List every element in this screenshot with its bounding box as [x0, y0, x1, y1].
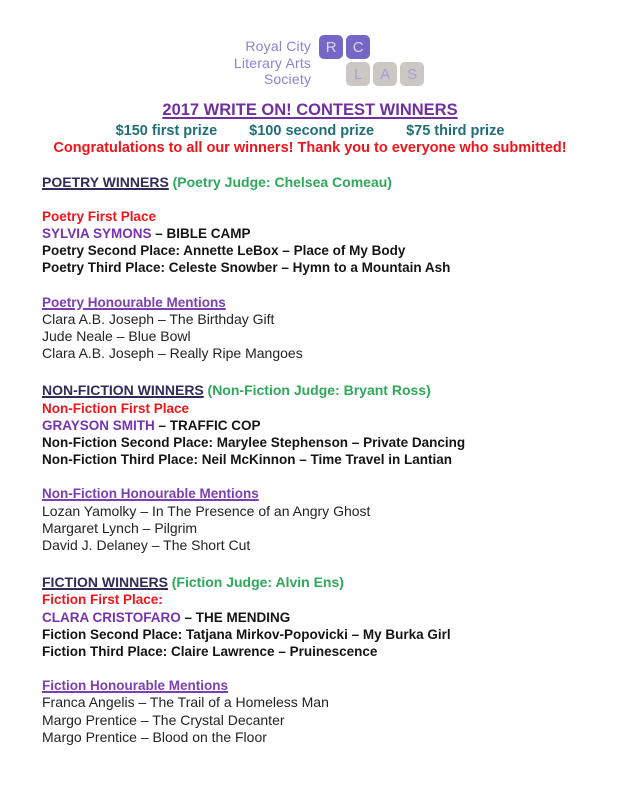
fiction-hm-item: Margo Prentice – Blood on the Floor	[42, 728, 267, 745]
rcls-logo	[19, 35, 620, 88]
section-non-fiction	[42, 382, 578, 554]
poetry-winner-work: – BIBLE CAMP	[155, 225, 251, 241]
non-fiction-heading-line	[42, 382, 578, 399]
poetry-winner-name: SYLVIA SYMONS	[42, 225, 152, 241]
fiction-judge: (Fiction Judge: Alvin Ens)	[171, 574, 344, 591]
non-fiction-hm-item: Margaret Lynch – Pilgrim	[42, 519, 198, 536]
fiction-second-place: Fiction Second Place: Tatjana Mirkov-Popovicki – My Burka Girl	[42, 626, 451, 642]
poetry-judge: (Poetry Judge: Chelsea Comeau)	[172, 173, 392, 190]
logo-wordmark	[234, 35, 311, 88]
non-fiction-heading: NON-FICTION WINNERS	[42, 382, 204, 399]
fiction-first-place-winner	[42, 609, 578, 626]
non-fiction-third-place: Non-Fiction Third Place: Neil McKinnon – Time Travel in Lantian	[42, 452, 453, 468]
non-fiction-first-place-winner	[42, 417, 578, 434]
first-prize: $150 first prize	[115, 122, 218, 139]
logo-line-3: Society	[263, 71, 312, 87]
non-fiction-winner-name: GRAYSON SMITH	[42, 417, 155, 433]
fiction-heading: FICTION WINNERS	[42, 574, 168, 591]
non-fiction-judge: (Non-Fiction Judge: Bryant Ross)	[207, 382, 431, 399]
non-fiction-hm-heading: Non-Fiction Honourable Mentions	[42, 486, 259, 502]
non-fiction-honourable-mentions	[42, 485, 578, 554]
logo-line-2: Literary Arts	[233, 54, 312, 71]
congratulations-line: Congratulations to all our winners! Thank you to everyone who submitted!	[53, 139, 567, 156]
fiction-hm-item: Franca Angelis – The Trail of a Homeless Man	[42, 694, 329, 711]
section-fiction	[42, 574, 578, 746]
poetry-first-place-label: Poetry First Place	[42, 208, 157, 224]
fiction-hm-item: Margo Prentice – The Crystal Decanter	[42, 711, 285, 728]
poetry-hm-item: Jude Neale – Blue Bowl	[42, 327, 191, 344]
non-fiction-hm-item: Lozan Yamolky – In The Presence of an Angry Ghost	[42, 502, 371, 519]
logo-tile-a: A	[373, 62, 397, 86]
poetry-hm-item: Clara A.B. Joseph – The Birthday Gift	[42, 310, 275, 327]
poetry-heading: POETRY WINNERS	[42, 173, 169, 190]
poetry-second-place: Poetry Second Place: Annette LeBox – Place of My Body	[42, 243, 406, 259]
non-fiction-second-place: Non-Fiction Second Place: Marylee Stephenson – Private Dancing	[42, 434, 466, 450]
fiction-honourable-mentions	[42, 677, 578, 746]
non-fiction-winner-work: – TRAFFIC COP	[158, 417, 261, 433]
prize-line	[0, 123, 620, 139]
second-prize: $100 second prize	[249, 122, 375, 139]
logo-line-1: Royal City	[245, 38, 312, 54]
poetry-hm-heading: Poetry Honourable Mentions	[42, 294, 226, 310]
fiction-winner-work: – THE MENDING	[184, 609, 291, 625]
fiction-first-place-label: Fiction First Place:	[42, 592, 163, 608]
fiction-hm-heading: Fiction Honourable Mentions	[42, 678, 228, 694]
non-fiction-first-place-label: Non-Fiction First Place	[42, 400, 190, 416]
fiction-heading-line	[42, 574, 578, 591]
section-poetry	[42, 174, 578, 363]
third-prize: $75 third prize	[406, 122, 505, 139]
poetry-third-place: Poetry Third Place: Celeste Snowber – Hymn to a Mountain Ash	[42, 260, 451, 276]
fiction-third-place: Fiction Third Place: Claire Lawrence – Pruinescence	[42, 643, 378, 659]
contest-title-text: 2017 WRITE ON! CONTEST WINNERS	[162, 100, 458, 119]
fiction-winner-name: CLARA CRISTOFARO	[42, 609, 181, 625]
non-fiction-hm-item: David J. Delaney – The Short Cut	[42, 536, 251, 553]
logo-tile-l: L	[346, 62, 370, 86]
logo-tile-c: C	[346, 35, 370, 59]
contest-title	[0, 101, 620, 120]
poetry-first-place-winner	[42, 225, 578, 242]
poetry-heading-line	[42, 174, 578, 191]
logo-letter-tiles	[319, 35, 424, 86]
poetry-hm-item: Clara A.B. Joseph – Really Ripe Mangoes	[42, 345, 303, 362]
winners-list	[0, 174, 620, 746]
logo-tile-s: S	[400, 62, 424, 86]
logo-tile-r: R	[319, 35, 343, 59]
poetry-honourable-mentions	[42, 294, 578, 363]
